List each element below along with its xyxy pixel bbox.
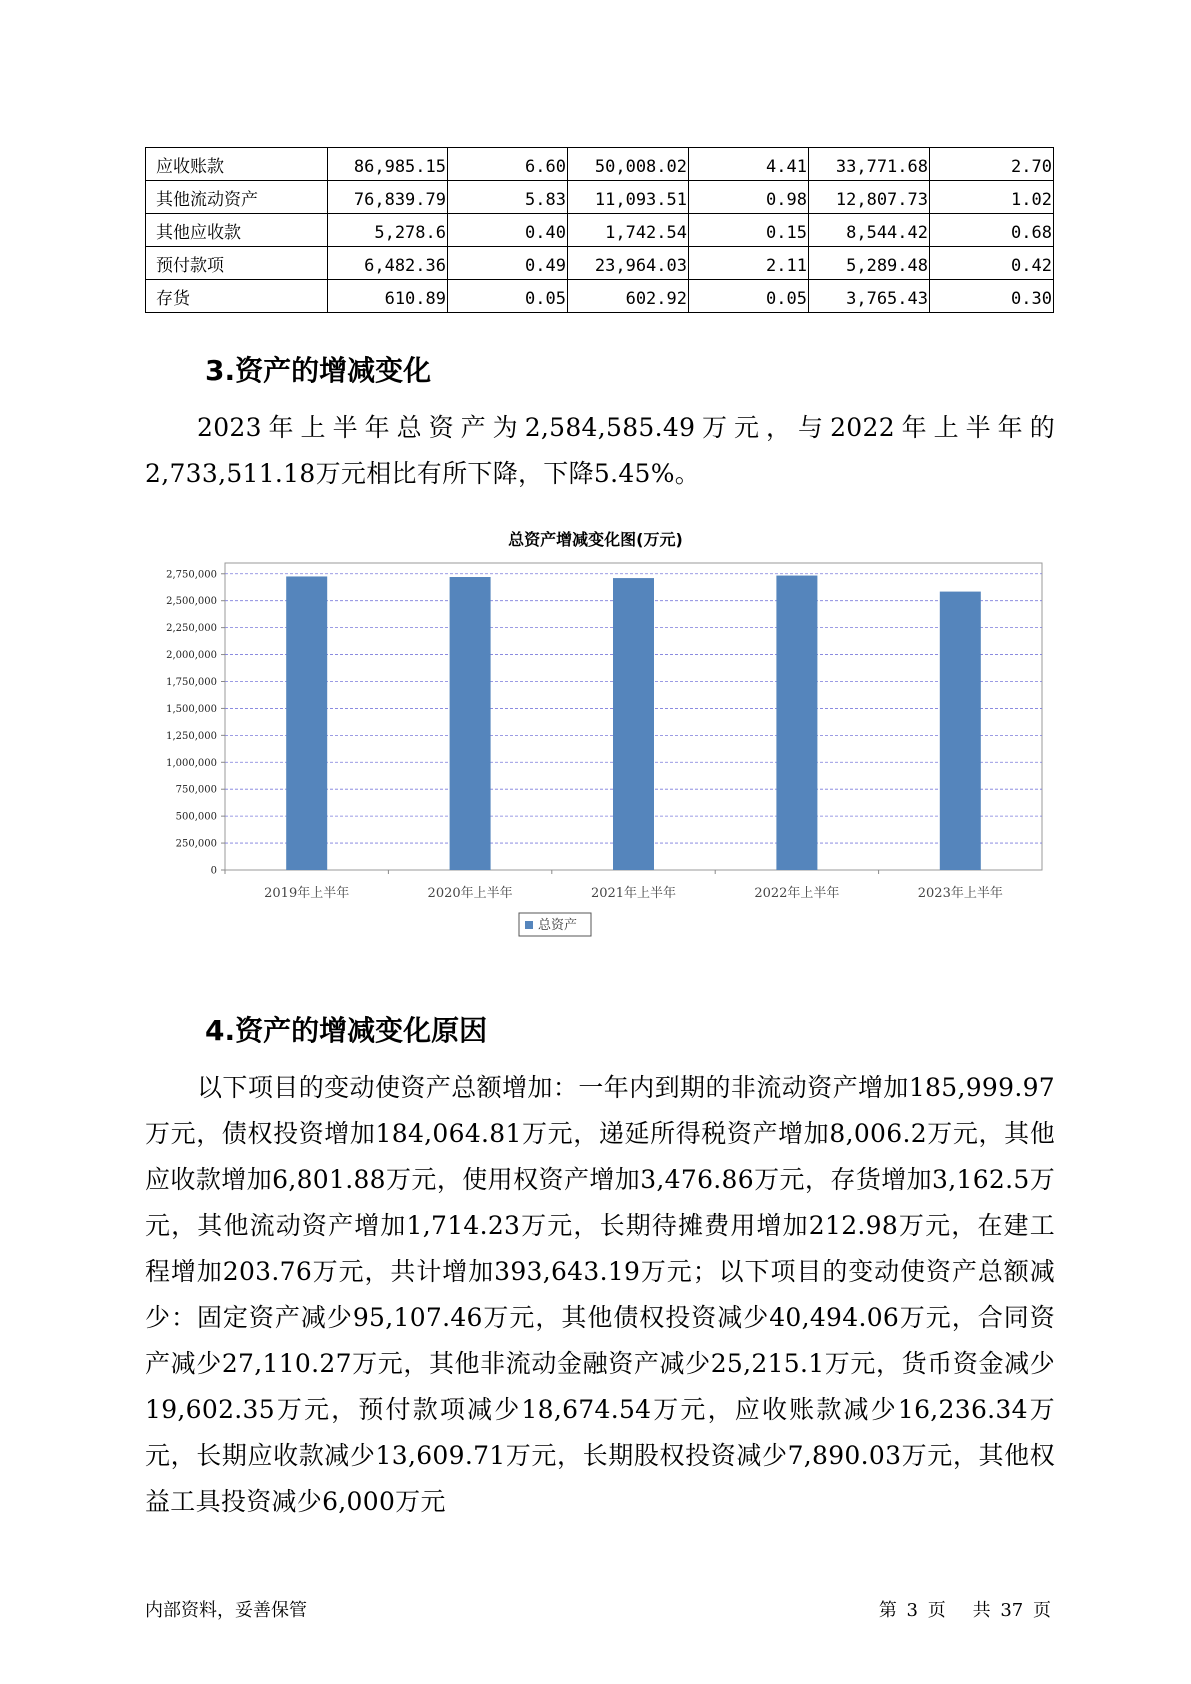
- value-cell: 1.02: [930, 181, 1054, 214]
- value-cell: 5,289.48: [809, 247, 930, 280]
- value-cell: 0.30: [930, 280, 1054, 313]
- y-tick-label: 750,000: [175, 784, 217, 796]
- table-row: [146, 247, 1054, 280]
- row-label-cell: 存货: [146, 280, 328, 313]
- value-cell: 33,771.68: [809, 148, 930, 181]
- value-cell: 6.60: [448, 148, 568, 181]
- y-tick-label: 2,500,000: [166, 596, 217, 608]
- x-category-label: 2022年上半年: [754, 886, 840, 901]
- y-tick-label: 0: [210, 865, 217, 877]
- value-cell: 0.40: [448, 214, 568, 247]
- value-cell: 4.41: [689, 148, 809, 181]
- y-tick-label: 2,250,000: [166, 623, 217, 635]
- x-category-label: 2021年上半年: [590, 886, 677, 901]
- x-category-label: 2019年上半年: [264, 886, 350, 901]
- page-current: 3: [906, 1600, 918, 1621]
- value-cell: 50,008.02: [568, 148, 689, 181]
- y-tick-label: 250,000: [175, 838, 217, 850]
- value-cell: 0.68: [930, 214, 1054, 247]
- value-cell: 2.70: [930, 148, 1054, 181]
- section-4-paragraph: 以下项目的变动使资产总额增加：一年内到期的非流动资产增加185,999.97万元，债权投资增加184,064.81万元，递延所得税资产增加8,006.2万元，其他应收款增加6,801.88万元，使用权资产增加3,476.86万元，存货增加3,162.5万元，其他流动资产增加1,714.23万元，长期待摊费用增加212.98万元，在建工程增加203.76万元，共计增加393,643.19万元；以下项目的变动使资产总额减少：固定资产减少95,107.46万元，其他债权投资减少40,494.06万元，合同资产减少27,110.27万元，其他非流动金融资产减少25,215.1万元，货币资金减少19,602.35万元，预付款项减少18,674.54万元，应收账款减少16,236.34万元，长期应收款减少13,609.71万元，长期股权投资减少7,890.03万元，其他权益工具投资减少6,000万元: [145, 1073, 1055, 1516]
- table-row: [146, 214, 1054, 247]
- value-cell: 86,985.15: [328, 148, 448, 181]
- value-cell: 0.05: [448, 280, 568, 313]
- row-label-cell: 预付款项: [146, 247, 328, 280]
- value-cell: 5,278.6: [328, 214, 448, 247]
- y-tick-label: 2,750,000: [166, 569, 217, 581]
- page-total: 37: [1000, 1600, 1024, 1621]
- value-cell: 11,093.51: [568, 181, 689, 214]
- value-cell: 610.89: [328, 280, 448, 313]
- value-cell: 2.11: [689, 247, 809, 280]
- value-cell: 3,765.43: [809, 280, 930, 313]
- value-cell: 5.83: [448, 181, 568, 214]
- row-label-cell: 其他流动资产: [146, 181, 328, 214]
- legend-swatch: [525, 921, 533, 929]
- x-category-label: 2020年上半年: [427, 886, 513, 901]
- value-cell: 0.15: [689, 214, 809, 247]
- total-unit: 页: [1033, 1600, 1051, 1621]
- section-3-paragraph: 2023年上半年总资产为2,584,585.49万元，与2022年上半年的2,733,511.18万元相比有所下降，下降5.45%。: [145, 413, 1055, 488]
- row-label-cell: 应收账款: [146, 148, 328, 181]
- footer-confidential-note: 内部资料，妥善保管: [145, 1600, 307, 1621]
- footer-page-number: [877, 1596, 1053, 1622]
- bar: [613, 578, 654, 870]
- table-row: [146, 280, 1054, 313]
- bar: [940, 592, 981, 870]
- value-cell: 602.92: [568, 280, 689, 313]
- value-cell: 0.98: [689, 181, 809, 214]
- value-cell: 0.05: [689, 280, 809, 313]
- legend-label: 总资产: [538, 918, 578, 933]
- page-prefix: 第: [878, 1600, 897, 1621]
- y-tick-label: 1,750,000: [166, 676, 217, 688]
- value-cell: 1,742.54: [568, 214, 689, 247]
- value-cell: 12,807.73: [809, 181, 930, 214]
- value-cell: 0.49: [448, 247, 568, 280]
- y-tick-label: 1,250,000: [166, 730, 217, 742]
- value-cell: 0.42: [930, 247, 1054, 280]
- chart-title: 总资产增减变化图(万元): [508, 530, 683, 549]
- y-tick-label: 2,000,000: [166, 650, 217, 662]
- table-row: [146, 148, 1054, 181]
- value-cell: 6,482.36: [328, 247, 448, 280]
- value-cell: 8,544.42: [809, 214, 930, 247]
- bar: [776, 576, 817, 870]
- section-3-heading: 3.资产的增减变化: [205, 354, 432, 387]
- value-cell: 76,839.79: [328, 181, 448, 214]
- table-row: [146, 181, 1054, 214]
- total-prefix: 共: [972, 1600, 991, 1621]
- asset-table: [145, 147, 1054, 313]
- row-label-cell: 其他应收款: [146, 214, 328, 247]
- total-assets-chart: [145, 555, 1050, 975]
- y-tick-label: 1,500,000: [166, 703, 217, 715]
- page-unit: 页: [927, 1600, 946, 1621]
- y-tick-label: 1,000,000: [166, 757, 217, 769]
- bar: [450, 577, 491, 870]
- value-cell: 23,964.03: [568, 247, 689, 280]
- bar: [286, 576, 327, 870]
- y-tick-label: 500,000: [175, 811, 217, 823]
- x-category-label: 2023年上半年: [917, 886, 1003, 901]
- section-4-heading: 4.资产的增减变化原因: [205, 1014, 488, 1047]
